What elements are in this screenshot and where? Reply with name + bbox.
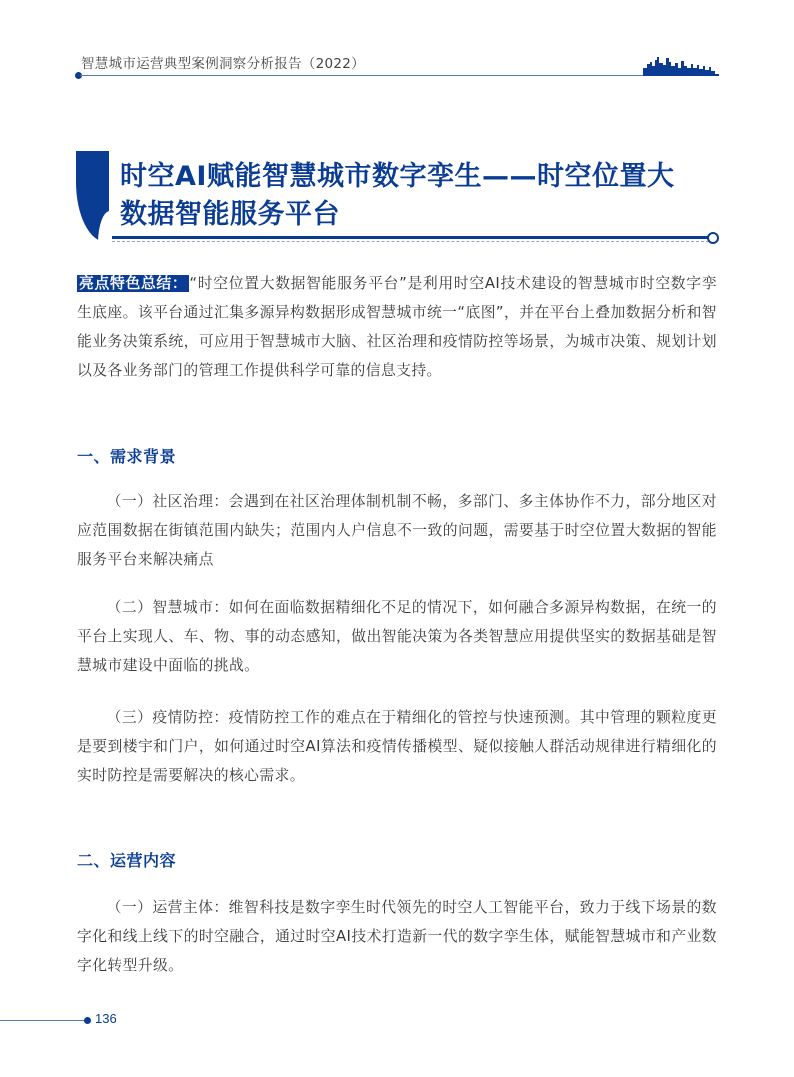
paragraph-operating-entity: （一）运营主体：维智科技是数字孪生时代领先的时空人工智能平台，致力于线下场景的数字化和线上线下的时空融合，通过时空AI技术打造新一代的数字孪生体，赋能智慧城市和产业数字化转型升级。 [77, 899, 717, 974]
article-title-line-2: 数据智能服务平台 [120, 199, 340, 230]
title-underline-dashed [112, 241, 709, 242]
summary-label: 亮点特色总结： [79, 275, 188, 292]
article-title-line-1: 时空AI赋能智慧城市数字孪生——时空位置大 [120, 161, 675, 192]
report-header-title: 智慧城市运营典型案例洞察分析报告（2022） [81, 56, 365, 72]
paragraph-community-governance: （一）社区治理：会遇到在社区治理体制机制不畅，多部门、多主体协作不力，部分地区对应范围数据在街镇范围内缺失；范围内人户信息不一致的问题，需要基于时空位置大数据的智能服务平台来解决痛点 [77, 493, 717, 568]
title-underline [112, 236, 709, 239]
footer-rule [0, 1020, 86, 1021]
footer-rule-dot [84, 1017, 91, 1024]
title-underline-end-circle [707, 232, 719, 244]
paragraph-smart-city: （二）智慧城市：如何在面临数据精细化不足的情况下，如何融合多源异构数据，在统一的平台上实现人、车、物、事的动态感知，做出智能决策为各类智慧应用提供坚实的数据基础是智慧城市建设中面临的挑战。 [77, 599, 717, 674]
city-skyline-icon [643, 54, 719, 76]
page-number: 136 [95, 1011, 117, 1026]
section-heading-operations: 二、运营内容 [77, 851, 177, 870]
section-heading-background: 一、需求背景 [77, 447, 177, 466]
paragraph-epidemic-control: （三）疫情防控：疫情防控工作的难点在于精细化的管控与快速预测。其中管理的颗粒度更是要到楼宇和门户，如何通过时空AI算法和疫情传播模型、疑似接触人群活动规律进行精细化的实时防控是需要解决的核心需求。 [77, 709, 717, 784]
summary-paragraph [77, 269, 717, 385]
article-title [120, 158, 720, 234]
title-accent-bar [76, 151, 109, 242]
header-rule [80, 75, 717, 76]
summary-text: “时空位置大数据智能服务平台”是利用时空AI技术建设的智慧城市时空数字孪生底座。该平台通过汇集多源异构数据形成智慧城市统一“底图”，并在平台上叠加数据分析和智能业务决策系统，可应用于智慧城市大脑、社区治理和疫情防控等场景，为城市决策、规划计划以及各业务部门的管理工作提供科学可靠的信息支持。 [77, 275, 717, 379]
